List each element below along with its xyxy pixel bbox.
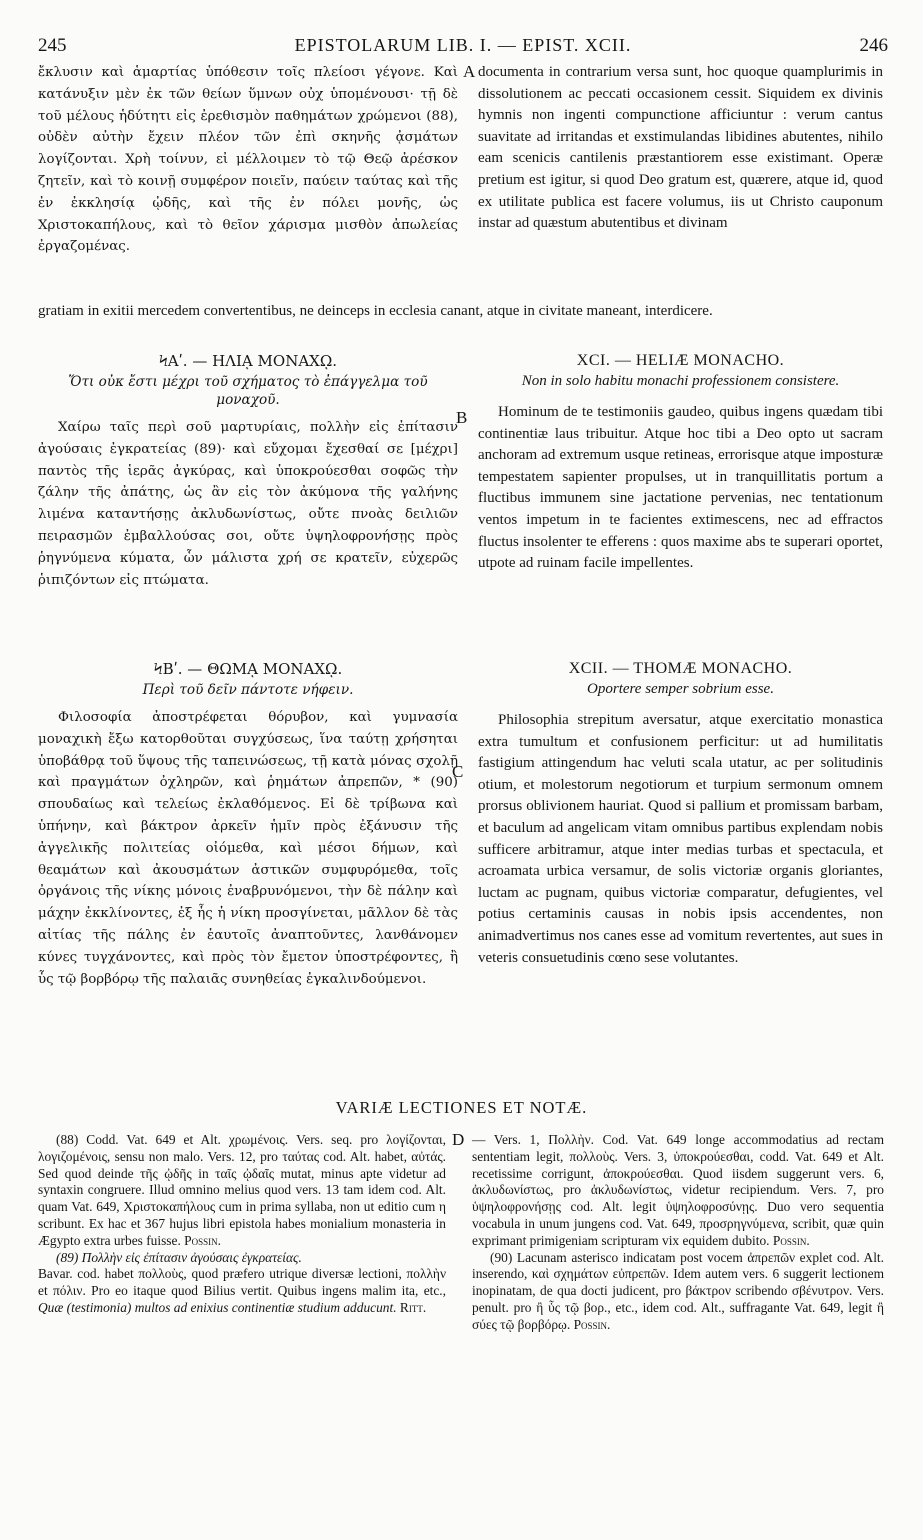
note-89-signature: Ritt. (399, 1299, 427, 1315)
note-88 (38, 1132, 446, 1250)
note-90-signature: Possin. (573, 1316, 611, 1332)
note-88-signature: Possin. (184, 1232, 221, 1248)
margin-marker-c: C (452, 762, 464, 781)
latin-heading-91: XCI. — HELIÆ MONACHO. (576, 352, 785, 369)
latin-continuation-text: gratiam in exitii mercedem convertentibus, ne deinceps in ecclesia canant, atque in civitate maneant, interdicere. (38, 303, 713, 319)
greek-subtitle-91: Ὅτι οὐκ ἔστι μέχρι τοῦ σχήματος τὸ ἐπάγγελμα τοῦ μοναχοῦ. (68, 374, 428, 408)
margin-marker-a: A (463, 62, 476, 81)
note-89-head (38, 1250, 446, 1267)
latin-epistle-91 (478, 352, 883, 575)
notes-column-right (472, 1132, 884, 1334)
latin-subtitle-92: Oportere semper sobrium esse. (587, 681, 774, 697)
note-89-cont-text: — Vers. 1, Πολλὴν. Cod. Vat. 649 longe accommodatius ad rectam sententiam legit, πολλοὺς. Vers. 3, ὑποκρούεσθαι, codd. Vat. 649 et Alt. recetissime corrigunt, ἀποκρούεσθαι. Quod iisdem suggerunt vers. 6, ἀκλυδωνίστως, pro ἀκλυδωνίστως, videtur recipiendum. Vers. 7, pro ὑψηλοφρονήσῃς cod. Alt. legit ὑψηλοφροσύνῃς. Duo vero sequentia vocabula in unum jungens cod. Vat. 649, προσρηγνύμενα, scribit, quæ quin exprimant primigeniam scripturam vix equidem dubito. (472, 1132, 884, 1248)
note-89-italic: Quæ (testimonia) multos ad enixius continentiæ studium adducunt. (38, 1299, 397, 1315)
greek-paragraph-top: ἔκλυσιν καὶ ἁμαρτίας ὑπόθεσιν τοῖς πλείοσι γέγονε. Καὶ κατάνυξιν μὲν ἐκ τῶν θείων ὕμνων οὐχ ὑπομένουσι· τῇ δὲ τοῦ μέλους ἡδύτητι εἰς ἐρεθισμὸν παθημάτων χρώμενοι (88), οὐδὲν αὐτὴν ἔχειν πλέον τῶν ἐπὶ σκηνῆς ᾀσμάτων λογίζονται. Χρὴ τοίνυν, εἰ μέλλοιμεν τὸ τῷ Θεῷ ἀρέσκον ζητεῖν, καὶ τὸ κοινῇ συμφέρον ποιεῖν, παύειν ταύτας καὶ τῆς ἐν ἐκκλησίᾳ ᾠδῆς, καὶ τῆς ἐν πόλει μονῆς, ὡς Χριστοκαπήλους, καὶ τὸ θεῖον χάρισμα μισθὸν ἀπωλείας ἐργαζομένας. (38, 65, 458, 255)
note-89 (38, 1266, 446, 1316)
running-header (38, 35, 888, 59)
margin-marker-d: D (452, 1130, 465, 1149)
latin-heading-92: XCII. — THOMÆ MONACHO. (568, 660, 793, 677)
note-89-signature-2: Possin. (772, 1232, 810, 1248)
page-number-left: 245 (38, 35, 67, 56)
greek-subtitle-92: Περὶ τοῦ δεῖν πάντοτε νήφειν. (142, 682, 354, 698)
latin-text-92: Philosophia strepitum aversatur, atque exercitatio monastica extra tumultum et confusionem perficitur: ut ad humilitatis fastigium attingendum hac veluti scala utatur, ac per solitudinis otium, et molestorum negotiorum et turpium sermonum omnem prorsus oblivionem hauriat. Quod si pallium et promissam barbam, et baculum ad angelicam vitam omnibus partibus explendam nobis sufficere arbitramur, atque inter medias turbas et spectacula, et acroamata urbica versamur, de solis victoriæ organis gloriantes, luctam ac pugnam, quibus victoriæ comparatur, defugientes, vel potius certaminis causas in nobis ipsis accendentes, non animadvertimus nos canes esse ad vomitum revertentes, aut sues in veteris consuetudinis cœno sese volutantes. (478, 712, 883, 966)
greek-epistle-91 (38, 352, 458, 591)
greek-column-top (38, 62, 458, 258)
latin-text-91: Hominum de te testimoniis gaudeo, quibus ingens quædam tibi continentiæ laus tribuitur. Atque hoc tibi a Deo opto ut sacram anchoram ad extremum usque retineas, errorisque atque imposturæ tempestatem sapienter propulses, ut in tranquillitatis portum a fluctibus immunem sine jactatione pervenias, nec tentationum ventos impetum in te facientes extimescens, nec ad effractos fluctus insolenter te efferens : quos maxime abs te superari oportet, utpote ad ruinam facile impellentes. (478, 404, 883, 572)
note-89-text: Bavar. cod. habet πολλοὺς, quod præfero utrique diversæ lectioni, πολλὴν et πόλιν. Pro eo itaque quod Bilius vertit. Quibus ingens malim ita, etc., (38, 1266, 446, 1299)
latin-epistle-92 (478, 660, 883, 969)
note-90-text: (90) Lacunam asterisco indicatam post vocem ἀπρεπῶν explet cod. Alt. inserendo, καὶ σχημάτων εὐπρεπῶν. Idem autem vers. 6 suggerit lectionem inopinatam, de qua docti judicent, pro βάκτρον scribendo σβένυτρον. Vers. penult. pro ἢ ὗς τῷ βορ., etc., idem cod. Alt., suffragante Vat. 649, legit ἢ σύες τῷ βορβόρῳ. (472, 1249, 884, 1332)
latin-continuation (38, 301, 883, 323)
greek-heading-92: ϞΒʹ. — ΘΩΜᾼ ΜΟΝΑΧῼ. (153, 660, 343, 678)
greek-text-92: Φιλοσοφία ἀποστρέφεται θόρυβον, καὶ γυμνασία μοναχικὴ ἔξω κατορθοῦται συγχύσεως, ἵνα ταύτῃ χρήσηται ὑποβάθρᾳ τοῦ ὕψους τῆς ταπεινώσεως, τῇ κατὰ μόνας σχολῇ καὶ πραγμάτων ὀχληρῶν, καὶ ῥημάτων ἀπρεπῶν, * (90) σπουδαίως καὶ τελείως ἐκλαθόμενος. Εἰ δὲ τρίβωνα καὶ ὑπήνην, καὶ βάκτρον ἀρκεῖν ἡμῖν πρὸς ἐξάνυσιν τῆς ἀγγελικῆς πολιτείας οἰόμεθα, καὶ μέσοι δήμων, καὶ θεαμάτων καὶ ἀκουσμάτων ἀστικῶν συμφυρόμεθα, τοῖς ὀργάνοις τῆς νίκης μόνοις ἐναβρυνόμενοι, τὴν δὲ πάλην καὶ μάχην ἐκκλίνοντες, ἐξ ἧς ἡ νίκη προσγίνεται, μᾶλλον δὲ τὰς αἰτίας τῆς πάλης ἐν ἑαυτοῖς ἀναπτοῦντες, λανθάνομεν κύνες τυγχάνοντες, καὶ πρὸς τὸν ἔμετον ὑποστρέφοντες, ἢ ὗς τῷ βορβόρῳ τῆς παλαιᾶς συνηθείας ἐγκαλινδούμενοι. (38, 710, 458, 987)
latin-paragraph-top: documenta in contrarium versa sunt, hoc quoque quamplurimis in dissolutionem ac peccati occasionem cessit. Siquidem ex divinis hymnis non ingenti compunctione afficiuntur : verum cantus suavitate ad irritandas et exstimulandas libidines abutentes, nihilo eam scenicis cantilenis præstantiorem esse existimant. Operæ pretium est igitur, si quod Deo gratum est, quærere, atque id, quod ex utilitate publica est facere volumus, iis ut Christo cauponum instar ad quæstum abutentibus et divinam (478, 64, 883, 232)
notes-title: VARIÆ LECTIONES ET NOTÆ. (335, 1098, 588, 1117)
running-title: EPISTOLARUM LIB. I. — EPIST. XCII. (294, 35, 632, 55)
note-88-text: (88) Codd. Vat. 649 et Alt. χρωμένοις. Vers. seq. pro λογίζονται, λογιζομένοις, sensu non malo. Vers. 12, pro ταύτας cod. Alt. habet, αὐτάς. Sed quod deinde τῆς ᾠδῆς in ταῖς ᾠδαῖς mutat, minus apte videtur ad syntaxin congruere. Illud omnino melius quod vers. 13 tam idem cod. Alt. quam Vat. 649, Χριστοκαπήλους cum in prima syllaba, non ut editio cum η scribunt. Ex hac et 367 hujus libri epistola habes monialium monasteria in Ægypto extra urbes fuisse. (38, 1132, 446, 1248)
note-90 (472, 1250, 884, 1334)
greek-heading-91: ϞΑʹ. — ΗΛΙᾼ ΜΟΝΑΧῼ. (158, 352, 338, 370)
latin-subtitle-91: Non in solo habitu monachi professionem consistere. (521, 373, 840, 389)
greek-text-91: Χαίρω ταῖς περὶ σοῦ μαρτυρίαις, πολλὴν εἰς ἐπίτασιν ἀγούσαις ἐγκρατείας (89)· καὶ εὔχομαι ἔχεσθαί σε [μέχρι] παντὸς τῆς ἱερᾶς ἀγκύρας, καὶ ὑποκρούεσθαι σοφῶς τὴν ζάλην τῆς ἀπάτης, ὡς ἂν εἰς τὸν ἀκύμονα τῆς γαλήνης λιμένα καταντήσῃς ἀκλυδωνίστως, οὔτε πνοὰς δειλιῶν πειρασμῶν ἐμβαλλούσας σοι, οὔτε ὑψηλοφρονήσῃς πρὸς ῥηγνύμενα κύματα, ὧν μάλιστα χρή σε κρατεῖν, εὐχερῶς ῥιπιζόντων εἰς πτώματα. (38, 420, 458, 588)
notes-column-left (38, 1132, 446, 1317)
margin-marker-b: B (456, 408, 468, 427)
page-number-right: 246 (859, 35, 888, 56)
greek-epistle-92 (38, 660, 458, 990)
latin-column-top (478, 62, 883, 235)
note-89-heading: (89) Πολλὴν εἰς ἐπίτασιν ἀγούσαις ἐγκρατείας. (56, 1249, 302, 1265)
note-89-continued (472, 1132, 884, 1250)
